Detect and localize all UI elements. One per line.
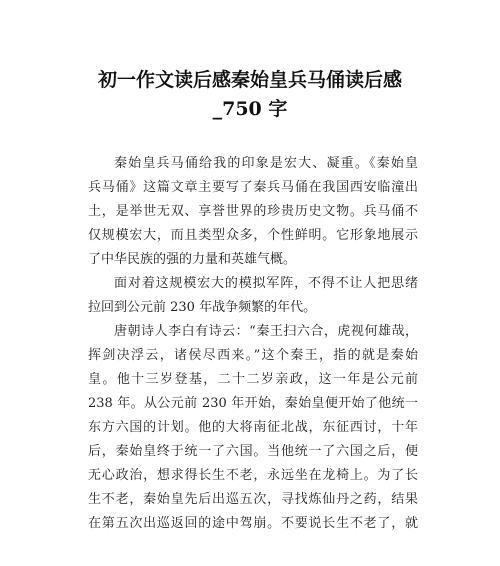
document-title-suffix: _750 字 <box>212 98 288 120</box>
document-title: 初一作文读后感秦始皇兵马俑读后感 <box>97 69 402 91</box>
paragraph-1-line-5: 了中华民族的强的力量和英雄气概。 <box>88 252 297 267</box>
paragraph-3-line-4: 238 年。从公元前 230 年开始，秦始皇便开始了他统一 <box>88 396 418 411</box>
paragraph-2-line-2: 拉回到公元前 230 年战争频繁的年代。 <box>88 300 317 315</box>
paragraph-3-line-7: 无心政治，想求得长生不老，永远坐在龙椅上。为了长 <box>88 468 418 483</box>
paragraph-2-line-1: 面对着这规模宏大的模拟军阵，不得不让人把思绪 <box>114 276 418 291</box>
paragraph-3-line-1: 唐朝诗人李白有诗云：“秦王扫六合，虎视何雄哉， <box>114 324 418 339</box>
paragraph-1-line-1: 秦始皇兵马俑给我的印象是宏大、凝重。《秦始皇 <box>114 156 418 171</box>
paragraph-3-line-3: 皇。他十三岁登基，二十二岁亲政，这一年是公元前 <box>88 372 418 387</box>
paragraph-1-line-2: 兵马俑》这篇文章主要写了秦兵马俑在我国西安临潼出 <box>88 180 418 195</box>
document-body <box>88 152 418 536</box>
paragraph-3-line-9: 在第五次出巡返回的途中驾崩。不要说长生不老了，就 <box>88 516 418 531</box>
paragraph-3-line-2: 挥剑决浮云，诸侯尽西来。”这个秦王，指的就是秦始 <box>88 348 418 363</box>
paragraph-1-line-3: 土，是举世无双、享誉世界的珍贵历史文物。兵马俑不 <box>88 204 418 219</box>
paragraph-3-line-5: 东方六国的计划。他的大将南征北战，东征西讨，十年 <box>88 420 418 435</box>
paragraph-3-line-6: 后，秦始皇终于统一了六国。当他统一了六国之后，便 <box>88 444 418 459</box>
paragraph-3-line-8: 生不老，秦始皇先后出巡五次，寻找炼仙丹之药，结果 <box>88 492 418 507</box>
paragraph-1-line-4: 仅规模宏大，而且类型众多，个性鲜明。它形象地展示 <box>88 228 418 243</box>
